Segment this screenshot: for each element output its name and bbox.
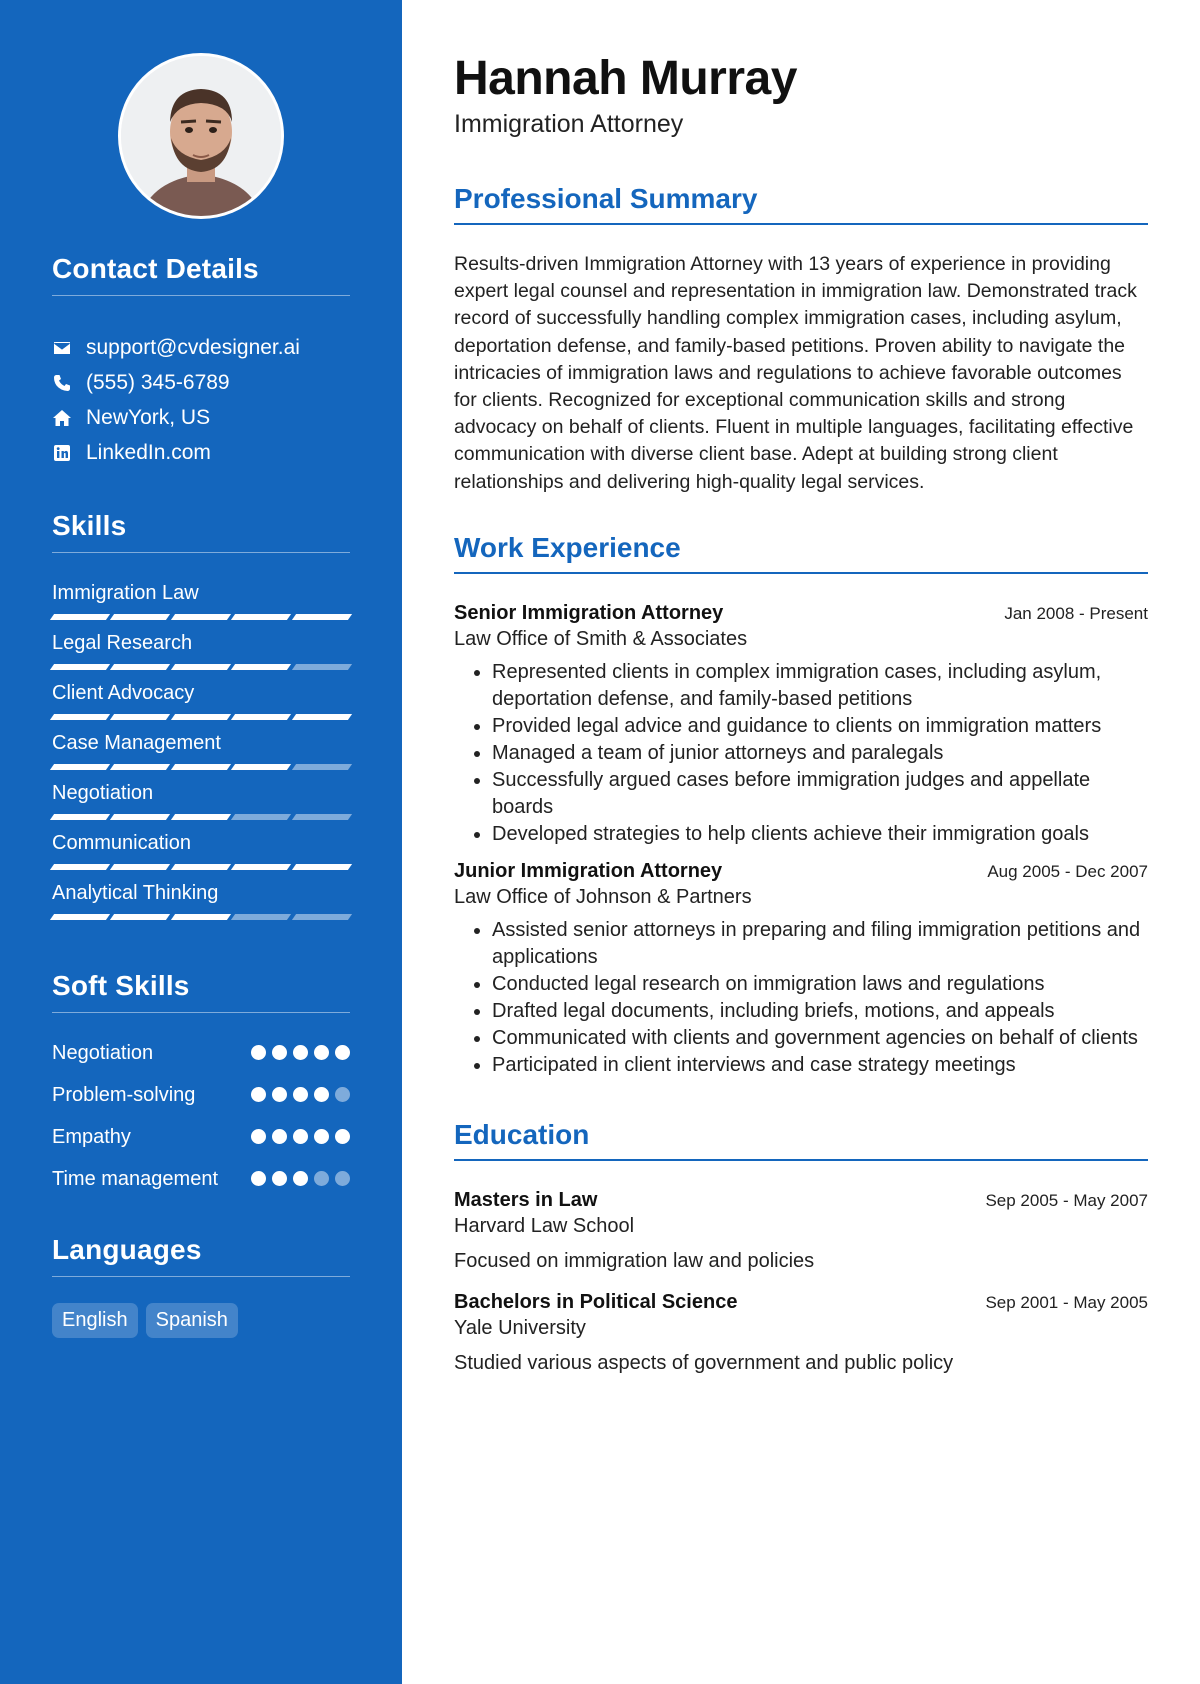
rating-dot	[272, 1129, 287, 1144]
main-content	[454, 0, 1148, 1375]
skill-name: Legal Research	[52, 632, 193, 654]
rating-dot	[251, 1045, 266, 1060]
skill-level-segment	[171, 614, 232, 620]
skill-level-segment	[50, 714, 111, 720]
rating-dot	[314, 1087, 329, 1102]
rating-dot	[335, 1045, 350, 1060]
work-heading: Work Experience	[454, 532, 1148, 574]
education-degree: Masters in Law	[454, 1188, 598, 1211]
job-bullet: • Communicated with clients and government agencies on behalf of clients	[492, 1025, 1148, 1052]
skill-level-segment	[110, 714, 171, 720]
skill-level-bar	[52, 714, 350, 720]
skill-name: Immigration Law	[52, 582, 199, 604]
language-tag: Spanish	[146, 1303, 238, 1338]
skill-level-segment	[171, 764, 232, 770]
skill-level-segment	[171, 814, 232, 820]
skills-list	[52, 580, 350, 930]
education-school: Yale University	[454, 1316, 586, 1339]
skill-level-bar	[52, 664, 350, 670]
education-school: Harvard Law School	[454, 1214, 635, 1237]
job-bullet: • Participated in client interviews and case strategy meetings	[492, 1052, 1148, 1079]
skill-level-bar	[52, 864, 350, 870]
contact-list	[52, 330, 350, 470]
rating-dot	[251, 1171, 266, 1186]
skill-level-segment	[292, 864, 353, 870]
candidate-name: Hannah Murray	[454, 52, 797, 105]
skill-name: Case Management	[52, 732, 221, 754]
soft-skill-item	[52, 1082, 350, 1118]
job-header	[454, 602, 1148, 625]
soft-skill-rating	[251, 1171, 350, 1186]
skill-item	[52, 630, 350, 680]
skill-item	[52, 780, 350, 830]
education-header	[454, 1291, 1148, 1314]
skill-level-segment	[171, 864, 232, 870]
skill-level-segment	[171, 914, 232, 920]
soft-skill-rating	[251, 1045, 350, 1060]
skill-item	[52, 730, 350, 780]
job-bullet: • Successfully argued cases before immigration judges and appellate boards	[492, 767, 1148, 821]
skill-level-segment	[292, 764, 353, 770]
skill-level-segment	[171, 664, 232, 670]
job-dates: Aug 2005 - Dec 2007	[987, 861, 1148, 881]
education-list	[454, 1189, 1148, 1375]
skill-level-segment	[231, 814, 292, 820]
soft-skill-rating	[251, 1129, 350, 1144]
skill-level-segment	[171, 714, 232, 720]
skill-name: Client Advocacy	[52, 682, 195, 704]
soft-skill-name: Problem-solving	[52, 1084, 196, 1106]
avatar-frame	[118, 53, 284, 219]
soft-skill-name: Negotiation	[52, 1042, 154, 1064]
skill-level-segment	[50, 864, 111, 870]
job-entry	[454, 602, 1148, 848]
job-bullet: • Developed strategies to help clients achieve their immigration goals	[492, 821, 1148, 848]
skill-level-segment	[110, 864, 171, 870]
rating-dot	[251, 1087, 266, 1102]
education-entry	[454, 1189, 1148, 1273]
skill-item	[52, 580, 350, 630]
contact-location-text: NewYork, US	[86, 405, 211, 429]
language-tag: English	[52, 1303, 138, 1338]
soft-skill-name: Empathy	[52, 1126, 131, 1148]
languages-list	[52, 1303, 350, 1338]
skill-item	[52, 880, 350, 930]
summary-text: Results-driven Immigration Attorney with 13 years of experience in providing expert legal counsel and representation in immigration law. Demonstrated track record of successfully handling complex immigration cases, including asylum, deportation defense, and family-based petitions. Proven ability to navigate the intricacies of immigration laws and regulations to achieve favorable outcomes for clients. Recognized for exceptional communication skills and strong advocacy on behalf of clients. Fluent in multiple languages, facilitating effective communication with diverse client base. Adept at building strong client relationships and delivering high-quality legal services.	[454, 253, 1137, 493]
job-dates: Jan 2008 - Present	[1004, 603, 1148, 623]
skill-level-segment	[292, 914, 353, 920]
skill-name: Negotiation	[52, 782, 154, 804]
linkedin-icon	[52, 443, 72, 463]
skill-name: Communication	[52, 832, 191, 854]
skill-level-segment	[110, 764, 171, 770]
contact-email[interactable]	[52, 330, 350, 365]
skill-level-segment	[110, 664, 171, 670]
soft-skill-rating	[251, 1087, 350, 1102]
rating-dot	[251, 1129, 266, 1144]
education-dates: Sep 2001 - May 2005	[985, 1292, 1148, 1312]
skill-level-bar	[52, 814, 350, 820]
skill-level-segment	[231, 714, 292, 720]
job-role: Senior Immigration Attorney	[454, 601, 724, 624]
rating-dot	[314, 1129, 329, 1144]
skill-level-segment	[110, 814, 171, 820]
rating-dot	[293, 1129, 308, 1144]
job-bullet: • Assisted senior attorneys in preparing and filing immigration petitions and applications	[492, 917, 1148, 971]
skill-level-bar	[52, 614, 350, 620]
job-bullet: • Provided legal advice and guidance to clients on immigration matters	[492, 713, 1148, 740]
job-bullets	[454, 659, 1148, 848]
skill-level-segment	[50, 814, 111, 820]
skill-level-segment	[110, 914, 171, 920]
skill-level-segment	[231, 864, 292, 870]
rating-dot	[293, 1087, 308, 1102]
candidate-title: Immigration Attorney	[454, 110, 684, 138]
rating-dot	[335, 1129, 350, 1144]
skill-name: Analytical Thinking	[52, 882, 219, 904]
rating-dot	[335, 1087, 350, 1102]
skills-heading: Skills	[52, 510, 350, 553]
contact-phone[interactable]	[52, 365, 350, 400]
home-icon	[52, 408, 72, 428]
avatar-portrait-icon	[121, 56, 281, 216]
job-entry	[454, 860, 1148, 1079]
soft-skill-item	[52, 1166, 350, 1202]
skill-level-segment	[231, 614, 292, 620]
skill-level-segment	[50, 914, 111, 920]
soft-skills-list	[52, 1040, 350, 1202]
skill-level-segment	[50, 664, 111, 670]
education-dates: Sep 2005 - May 2007	[985, 1190, 1148, 1210]
skill-level-segment	[50, 614, 111, 620]
work-list	[454, 602, 1148, 1079]
education-heading: Education	[454, 1119, 1148, 1161]
education-header	[454, 1189, 1148, 1212]
skill-level-segment	[110, 614, 171, 620]
rating-dot	[293, 1171, 308, 1186]
skill-level-segment	[231, 764, 292, 770]
job-header	[454, 860, 1148, 883]
skill-item	[52, 830, 350, 880]
rating-dot	[272, 1045, 287, 1060]
skill-level-segment	[231, 664, 292, 670]
skill-level-segment	[50, 764, 111, 770]
skill-level-bar	[52, 914, 350, 920]
soft-skill-item	[52, 1124, 350, 1160]
rating-dot	[272, 1087, 287, 1102]
job-bullet: • Managed a team of junior attorneys and paralegals	[492, 740, 1148, 767]
rating-dot	[314, 1171, 329, 1186]
phone-icon	[52, 373, 72, 393]
rating-dot	[272, 1171, 287, 1186]
education-entry	[454, 1291, 1148, 1375]
contact-heading: Contact Details	[52, 253, 350, 296]
soft-skill-item	[52, 1040, 350, 1076]
skill-level-segment	[292, 614, 353, 620]
soft-skill-name: Time management	[52, 1168, 218, 1190]
job-role: Junior Immigration Attorney	[454, 859, 723, 882]
sidebar	[0, 0, 402, 1684]
contact-location	[52, 400, 350, 435]
skill-level-segment	[292, 664, 353, 670]
languages-heading: Languages	[52, 1234, 350, 1277]
education-description: Focused on immigration law and policies	[454, 1249, 815, 1272]
education-description: Studied various aspects of government and public policy	[454, 1351, 954, 1374]
job-company: Law Office of Smith & Associates	[454, 627, 748, 650]
job-bullet: • Conducted legal research on immigration laws and regulations	[492, 971, 1148, 998]
job-company: Law Office of Johnson & Partners	[454, 885, 752, 908]
contact-email-text: support@cvdesigner.ai	[86, 335, 300, 359]
skill-item	[52, 680, 350, 730]
rating-dot	[293, 1045, 308, 1060]
skill-level-segment	[231, 914, 292, 920]
envelope-icon	[52, 338, 72, 358]
contact-linkedin[interactable]	[52, 435, 350, 470]
job-bullet: • Represented clients in complex immigration cases, including asylum, deportation defense, and family-based petitions	[492, 659, 1148, 713]
avatar	[121, 56, 281, 216]
education-degree: Bachelors in Political Science	[454, 1290, 738, 1313]
rating-dot	[335, 1171, 350, 1186]
contact-phone-text: (555) 345-6789	[86, 370, 230, 394]
skill-level-segment	[292, 714, 353, 720]
skill-level-bar	[52, 764, 350, 770]
skill-level-segment	[292, 814, 353, 820]
rating-dot	[314, 1045, 329, 1060]
soft-skills-heading: Soft Skills	[52, 970, 350, 1013]
summary-heading: Professional Summary	[454, 183, 1148, 225]
job-bullets	[454, 917, 1148, 1079]
contact-linkedin-text: LinkedIn.com	[86, 440, 211, 464]
job-bullet: • Drafted legal documents, including briefs, motions, and appeals	[492, 998, 1148, 1025]
